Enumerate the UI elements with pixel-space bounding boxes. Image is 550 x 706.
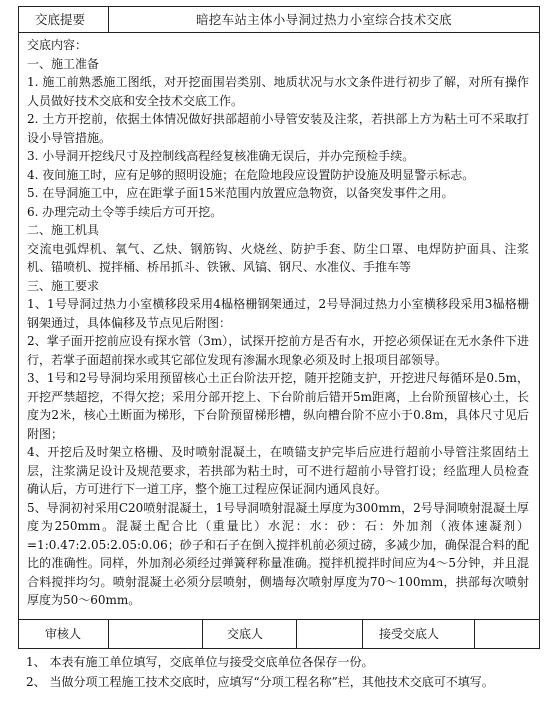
discloser-label: 交底人 xyxy=(203,620,297,648)
footnote-2: 2、 当做分项工程施工技术交底时，应填写“分项工程名称”栏，其他技术交底可不填写。 xyxy=(26,675,494,689)
requirement-item-4: 4、开挖后及时架立格栅、及时喷射混凝土，在喷锚支护完毕后应进行超前小导管注浆固结土层，注浆满足设计及规范要求，若拱部为粘土时，可不进行超前小导管打设；经监理人员检查确认后，方可进行下一道工序，整个施工过程应保证洞内通风良好。 xyxy=(27,445,529,496)
prep-item-4: 4. 夜间施工时，应有足够的照明设施；在危险地段应设置防护设施及明显警示标志。 xyxy=(27,167,475,182)
receiver-signature-cell[interactable] xyxy=(475,620,539,648)
prep-item-5: 5. 在导洞施工中，应在距掌子面15米范围内放置应急物资，以备突发事件之用。 xyxy=(27,186,454,200)
equipment-list: 交流电弧焊机、氧气、乙炔、钢筋钩、火烧丝、防护手套、防尘口罩、电焊防护面具、注浆机、锚喷机、搅拌桶、桥吊抓斗、铁锹、风镐、钢尺、水准仪、手推车等 xyxy=(27,241,529,274)
header-label: 交底提要 xyxy=(19,7,109,32)
reviewer-signature-cell[interactable] xyxy=(109,620,203,648)
requirement-item-2: 2、掌子面开挖前应设有探水管（3m），试探开挖前方是否有水，开挖必须保证在无水条件下进行，若掌子面超前探水或其它部位发现有渗漏水现象必须及时上报项目部领导。 xyxy=(27,334,529,367)
requirement-item-5: 5、导洞初衬采用C20喷射混凝土，1号导洞喷射混凝土厚度为300mm，2号导洞喷射混凝土厚度为250mm。混凝土配合比（重量比）水泥：水：砂：石：外加剂（液体速凝剂）=1:0.47:2.05:2.05:0.06；砂子和石子在倒入搅拌机前必须过磅，多减少加，确保混合料的配比的准确性。同样，外加剂必须经过弹簧秤称量准确。搅拌机搅拌时间应为4～5分钟，并且混合料搅拌均匀。喷射混凝土必须分层喷射，侧墙每次喷射厚度为70～100mm，拱部每次喷射厚度为50～60mm。 xyxy=(27,500,529,607)
section-heading-requirements: 三、施工要求 xyxy=(27,278,100,293)
section-heading-preparation: 一、施工准备 xyxy=(27,56,100,71)
section-heading-equipment: 二、施工机具 xyxy=(27,223,100,237)
requirement-item-3: 3、1号和2号导洞均采用预留核心土正台阶法开挖，随开挖随支护，开挖进尺每循环是0.5m，开挖严禁超挖，不得欠挖；采用分部开挖上、下台阶前后错开5m距离，上台阶预留核心土，长度为2米，核心土断面为梯形，下台阶预留梯形槽，纵向槽台阶不应小于0.8m，具体尺寸见后附图； xyxy=(27,371,529,441)
requirement-item-1: 1、1号导洞过热力小室横移段采用4榀格栅钢架通过，2号导洞过热力小室横移段采用3榀格栅钢架通过，具体偏移及节点见后附图： xyxy=(27,297,529,330)
document-title: 暗挖车站主体小导洞过热力小室综合技术交底 xyxy=(195,12,452,27)
discloser-signature-cell[interactable] xyxy=(297,620,363,648)
reviewer-label: 审核人 xyxy=(19,620,109,648)
footnotes xyxy=(26,652,536,692)
prep-item-6: 6. 办理完动土令等手续后方可开挖。 xyxy=(27,204,223,219)
receiver-label: 接受交底人 xyxy=(363,620,475,648)
disclosure-form xyxy=(18,6,540,649)
prep-item-3: 3. 小导洞开挖线尺寸及控制线高程经复核准确无误后，并办完预检手续。 xyxy=(27,149,415,163)
footnote-1: 1、 本表有施工单位填写，交底单位与接受交底单位各保存一份。 xyxy=(26,655,374,669)
disclosure-content xyxy=(19,33,539,620)
header-row xyxy=(19,7,539,33)
prep-item-1: 1. 施工前熟悉施工图纸，对开挖面围岩类别、地质状况与水文条件进行初步了解，对所有操作人员做好技术交底和安全技术交底工作。 xyxy=(27,75,529,108)
signature-row xyxy=(19,620,539,648)
content-intro: 交底内容： xyxy=(27,38,88,52)
prep-item-2: 2. 土方开挖前，依据土体情况做好拱部超前小导管安装及注浆，若拱部上方为粘土可不采取打设小导管措施。 xyxy=(27,112,529,145)
